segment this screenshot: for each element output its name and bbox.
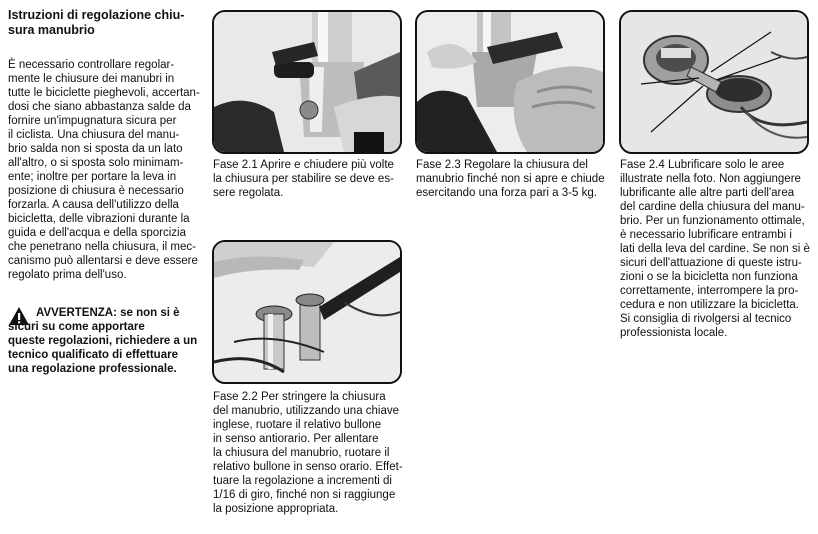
intro-paragraph: È necessario controllare regolar- mente le chiusure dei manubri in tutte le biciclette pieghevoli, accertan- dosi che siano abbastanza salde da fornire un'impugnatura sicura per il ciclista. Una chiusura del manu- brio salda non si sposta da un lato all'altro, o si sposta solo minimam- ente; inoltre per portare la leva in posizione di chiusura è necessario forzarla. A causa dell'utilizzo della bicicletta, delle vibrazioni durante la guida e dell'acqua e della sporcizia che penetrano nella chiusura, il mec- canismo può allentarsi e deve essere regolato prima dell'uso. [8,59,200,281]
photo-step-2-3 [415,10,605,154]
caption-step-2-2: Fase 2.2 Per stringere la chiusura del manubrio, utilizzando una chiave inglese, ruotare il relativo bullone in senso antiorario. Per allentare la chiusura del manubrio, ruotare il relativo bullone in senso orario. Effet- tuare la regolazione a incrementi di 1/16 di giro, finché non si raggiunge la posizione appropriata. [213,391,403,515]
photo-step-2-2 [212,240,402,384]
caption-step-2-4: Fase 2.4 Lubrificare solo le aree illustrate nella foto. Non aggiungere lubrificante alle altre parti dell'area del cardine della chiusura del manu- brio. Per un funzionamento ottimale, è necessario lubrificare entrambi i lati della leva del cardine. Se non si è sicuri dell'attuazione di queste istru- zioni o se la bicicletta non funziona correttamente, interrompere la pro- cedura e non utilizzare la bicicletta. Si consiglia di rivolgersi al tecnico professionista locale. [620,159,810,339]
photo-step-2-1 [212,10,402,154]
photo-step-2-4 [619,10,809,154]
warning-text: AVVERTENZA: se non si è sicuri su come apportare queste regolazioni, richiedere a un tecnico qualificato di effettuare una regolazione professionale. [8,307,198,375]
caption-step-2-3: Fase 2.3 Regolare la chiusura del manubrio finché non si apre e chiude esercitando una forza pari a 3-5 kg. [416,159,605,199]
caption-step-2-1: Fase 2.1 Aprire e chiudere più volte la chiusura per stabilire se deve es- sere regolata. [213,159,394,199]
page-title: Istruzioni di regolazione chiu- sura manubrio [8,8,185,37]
